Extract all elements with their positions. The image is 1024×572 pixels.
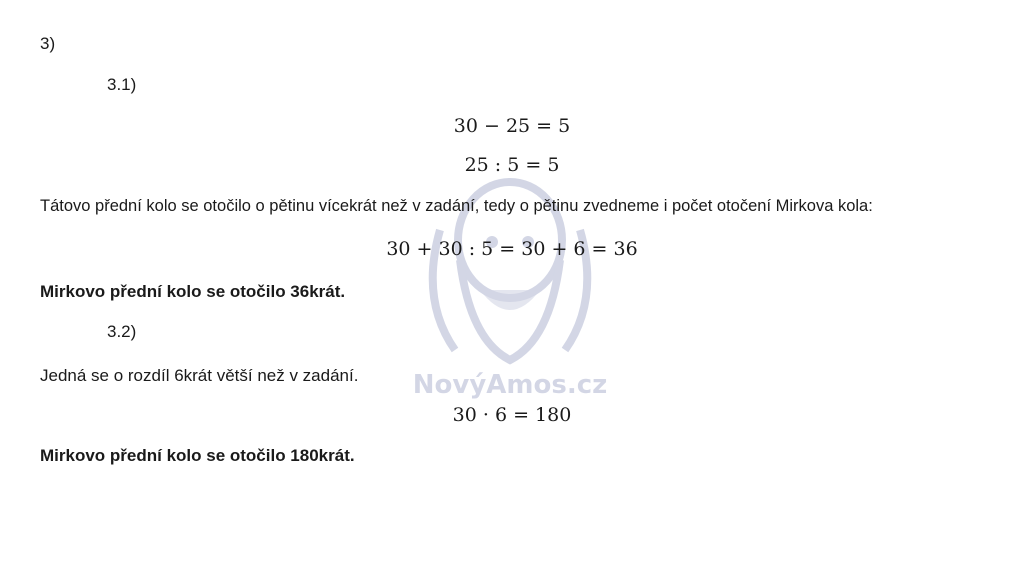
watermark-text: NovýAmos.cz: [412, 370, 608, 400]
section-number: 3): [40, 34, 56, 53]
subsection-number-1: 3.1): [107, 75, 137, 94]
explanation-text-1: Tátovo přední kolo se otočilo o pětinu vícekrát než v zadání, tedy o pětinu zvedneme i počet otočení Mirkova kola:: [40, 197, 873, 215]
answer-2: Mirkovo přední kolo se otočilo 180krát.: [40, 446, 355, 465]
equation-2: 25 : 5 = 5: [464, 154, 560, 176]
equation-4: 30 · 6 = 180: [452, 404, 572, 426]
explanation-text-2: Jedná se o rozdíl 6krát větší než v zadání.: [40, 366, 359, 385]
equation-3: 30 + 30 : 5 = 30 + 6 = 36: [386, 238, 638, 260]
answer-1: Mirkovo přední kolo se otočilo 36krát.: [40, 282, 346, 301]
equation-1: 30 − 25 = 5: [453, 115, 571, 137]
subsection-number-2: 3.2): [107, 322, 137, 341]
